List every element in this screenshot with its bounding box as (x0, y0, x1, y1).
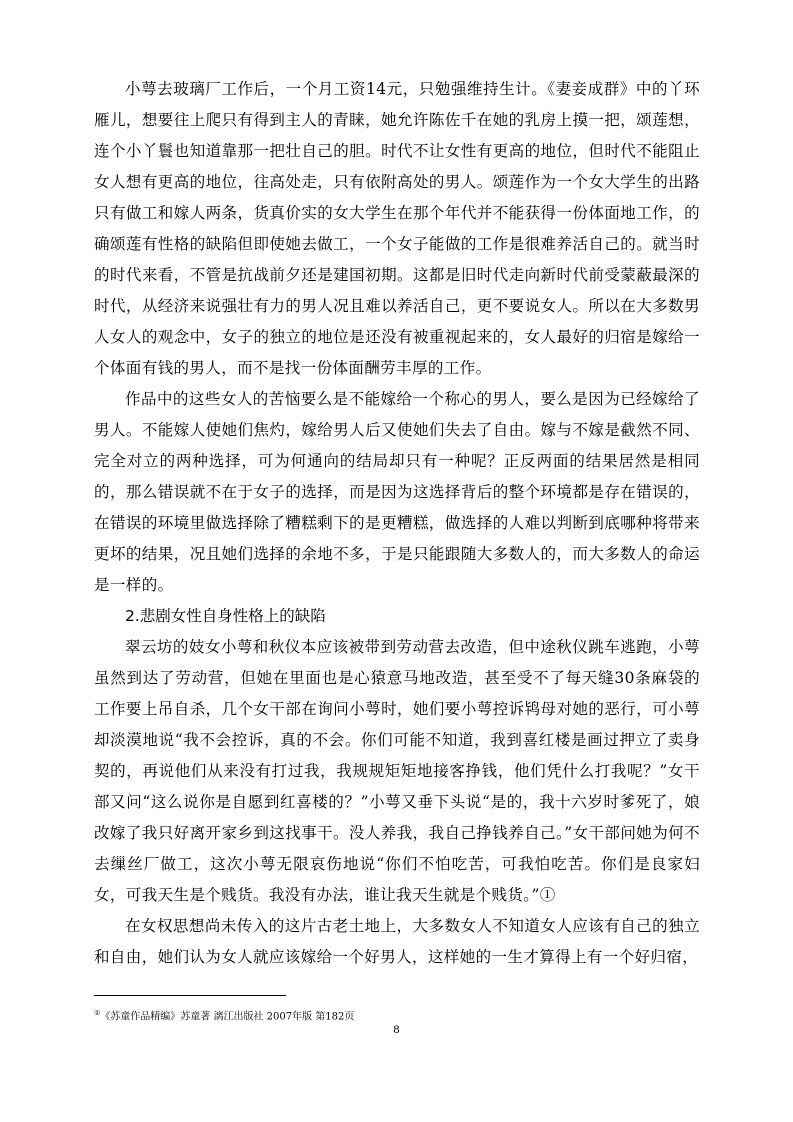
body-text (94, 74, 700, 973)
footnote-divider (94, 995, 286, 996)
page-number: 8 (393, 1024, 400, 1036)
footnote-marker: ① (94, 1009, 101, 1017)
paragraph: 翠云坊的妓女小萼和秋仪本应该被带到劳动营去改造，但中途秋仪跳车逃跑，小萼虽然到达了劳动营，但她在里面也是心猿意马地改造，甚至受不了每天缝30条麻袋的工作要上吊自杀，几个女干部在询问小萼时，她们要小萼控诉鸨母对她的恶行，可小萼却淡漠地说“我不会控诉，真的不会。你们可能不知道，我到喜红楼是画过押立了卖身契的，再说他们从来没有打过我，我规规矩矩地接客挣钱，他们凭什么打我呢？”女干部又问“这么说你是自愿到红喜楼的？”小萼又垂下头说“是的，我十六岁时爹死了，娘改嫁了我只好离开家乡到这找事干。没人养我，我自己挣钱养自己。”女干部问她为何不去缫丝厂做工，这次小萼无限哀伤地说“你们不怕吃苦，可我怕吃苦。你们是良家妇女，可我天生是个贱货。我没有办法，谁让我天生就是个贱货。”① (94, 638, 700, 904)
section-heading: 2.悲剧女性自身性格上的缺陷 (125, 607, 326, 625)
paragraph: 作品中的这些女人的苦恼要么是不能嫁给一个称心的男人，要么是因为已经嫁给了男人。不能嫁人使她们焦灼，嫁给男人后又使她们失去了自由。嫁与不嫁是截然不同、完全对立的两种选择，可为何通向的结局却只有一种呢？正反两面的结果居然是相同的，那么错误就不在于女子的选择，而是因为这选择背后的整个环境都是存在错误的，在错误的环境里做选择除了糟糕剩下的是更糟糕，做选择的人难以判断到底哪种将带来更坏的结果，况且她们选择的余地不多，于是只能跟随大多数人的，而大多数人的命运是一样的。 (94, 390, 700, 594)
footnote (94, 1006, 700, 1024)
paragraph: 在女权思想尚未传入的这片古老土地上，大多数女人不知道女人应该有自己的独立和自由，她们认为女人就应该嫁给一个好男人，这样她的一生才算得上有一个好归宿， (94, 917, 700, 966)
footnote-text: 《苏童作品精编》苏童著 漓江出版社 2007年版 第182页 (100, 1011, 355, 1023)
paragraph: 小萼去玻璃厂工作后，一个月工资14元，只勉强维持生计。《妻妾成群》中的丫环雁儿，想要往上爬只有得到主人的青睐，她允许陈佐千在她的乳房上摸一把，颂莲想，连个小丫鬟也知道靠那一把壮自己的胆。时代不让女性有更高的地位，但时代不能阻止女人想有更高的地位，往高处走，只有依附高处的男人。颂莲作为一个女大学生的出路只有做工和嫁人两条，货真价实的女大学生在那个年代并不能获得一份体面地工作，的确颂莲有性格的缺陷但即使她去做工，一个女子能做的工作是很难养活自己的。就当时的时代来看，不管是抗战前夕还是建国初期。这都是旧时代走向新时代前受蒙蔽最深的时代，从经济来说强壮有力的男人况且难以养活自己，更不要说女人。所以在大多数男人女人的观念中，女子的独立的地位是还没有被重视起来的，女人最好的归宿是嫁给一个体面有钱的男人，而不是找一份体面酬劳丰厚的工作。 (94, 80, 700, 377)
